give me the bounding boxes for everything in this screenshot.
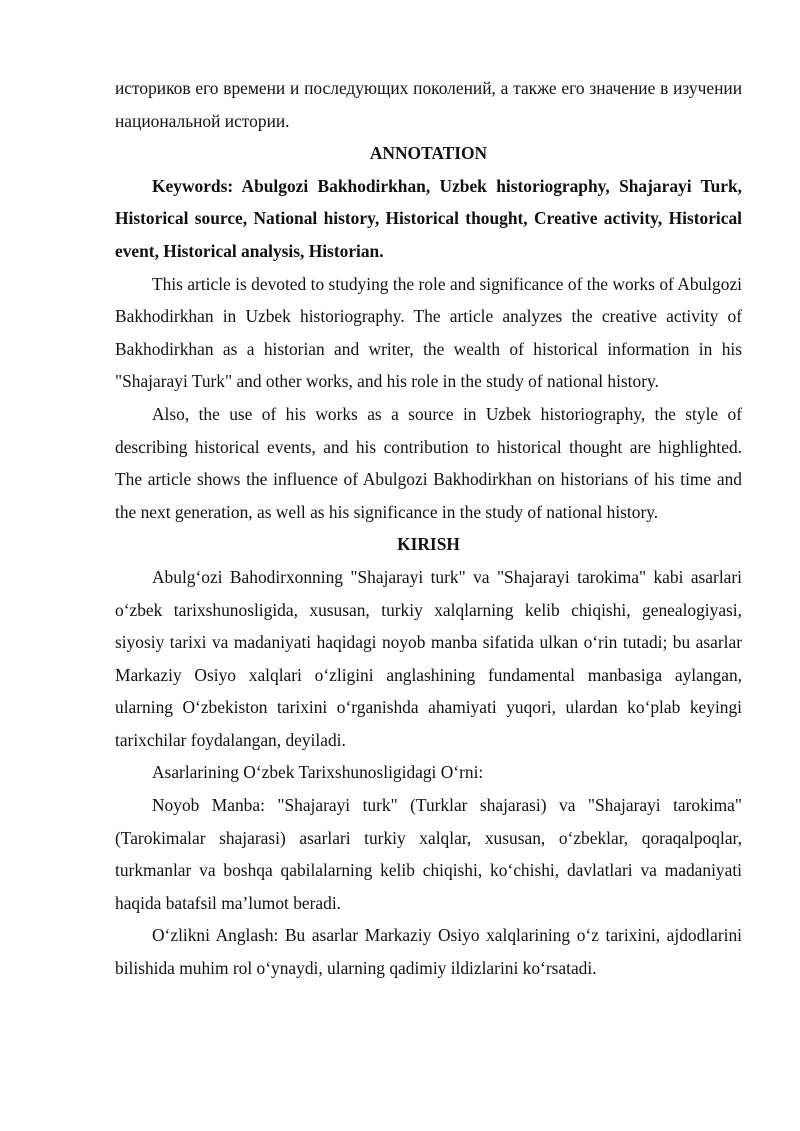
kirish-paragraph-3: Noyob Manba: "Shajarayi turk" (Turklar shajarasi) va "Shajarayi tarokima" (Tarokimalar shajarasi) asarlari turkiy xalqlar, xususan, o‘zbeklar, qoraqalpoqlar, turkmanlar va boshqa qabilalarning kelib chiqishi, ko‘chishi, davlatlari va madaniyati haqida batafsil ma’lumot beradi. — [115, 795, 742, 913]
intro-continuation-paragraph: историков его времени и последующих поколений, а также его значение в изучении национальной истории. — [115, 78, 742, 131]
keywords-paragraph: Keywords: Abulgozi Bakhodirkhan, Uzbek historiography, Shajarayi Turk, Historical source, National history, Historical thought, Creative activity, Historical event, Historical analysis, Historian. — [115, 175, 742, 261]
kirish-paragraph-4: O‘zlikni Anglash: Bu asarlar Markaziy Osiyo xalqlarining o‘z tarixini, ajdodlarini bilishida muhim rol o‘ynaydi, ularning qadimiy ildizlarini ko‘rsatadi. — [115, 925, 742, 979]
kirish-paragraph-2: Asarlarining O‘zbek Tarixshunosligidagi O‘rni: — [152, 762, 484, 783]
document-page — [115, 72, 742, 985]
annotation-paragraph-1: This article is devoted to studying the role and significance of the works of Abulgozi Bakhodirkhan in Uzbek historiography. The article analyzes the creative activity of Bakhodirkhan as a historian and writer, the wealth of historical information in his "Shajarayi Turk" and other works, and his role in the study of national history. — [115, 273, 742, 392]
annotation-paragraph-2: Also, the use of his works as a source in Uzbek historiography, the style of describing historical events, and his contribution to historical thought are highlighted. The article shows the influence of Abulgozi Bakhodirkhan on historians of his time and the next generation, as well as his significance in the study of national history. — [115, 403, 742, 522]
annotation-heading: ANNOTATION — [369, 143, 488, 164]
kirish-heading: KIRISH — [397, 534, 460, 555]
kirish-paragraph-1: Abulg‘ozi Bahodirxonning "Shajarayi turk" va "Shajarayi tarokima" kabi asarlari o‘zbek tarixshunosligida, xususan, turkiy xalqlarning kelib chiqishi, genealogiyasi, siyosiy tarixi va madaniyati haqidagi noyob manba sifatida ulkan o‘rin tutadi; bu asarlar Markaziy Osiyo xalqlari o‘zligini anglashining fundamental manbasiga aylangan, ularning O‘zbekiston tarixini o‘rganishda ahamiyati yuqori, ulardan ko‘plab keyingi tarixchilar foydalangan, deyiladi. — [115, 566, 742, 750]
